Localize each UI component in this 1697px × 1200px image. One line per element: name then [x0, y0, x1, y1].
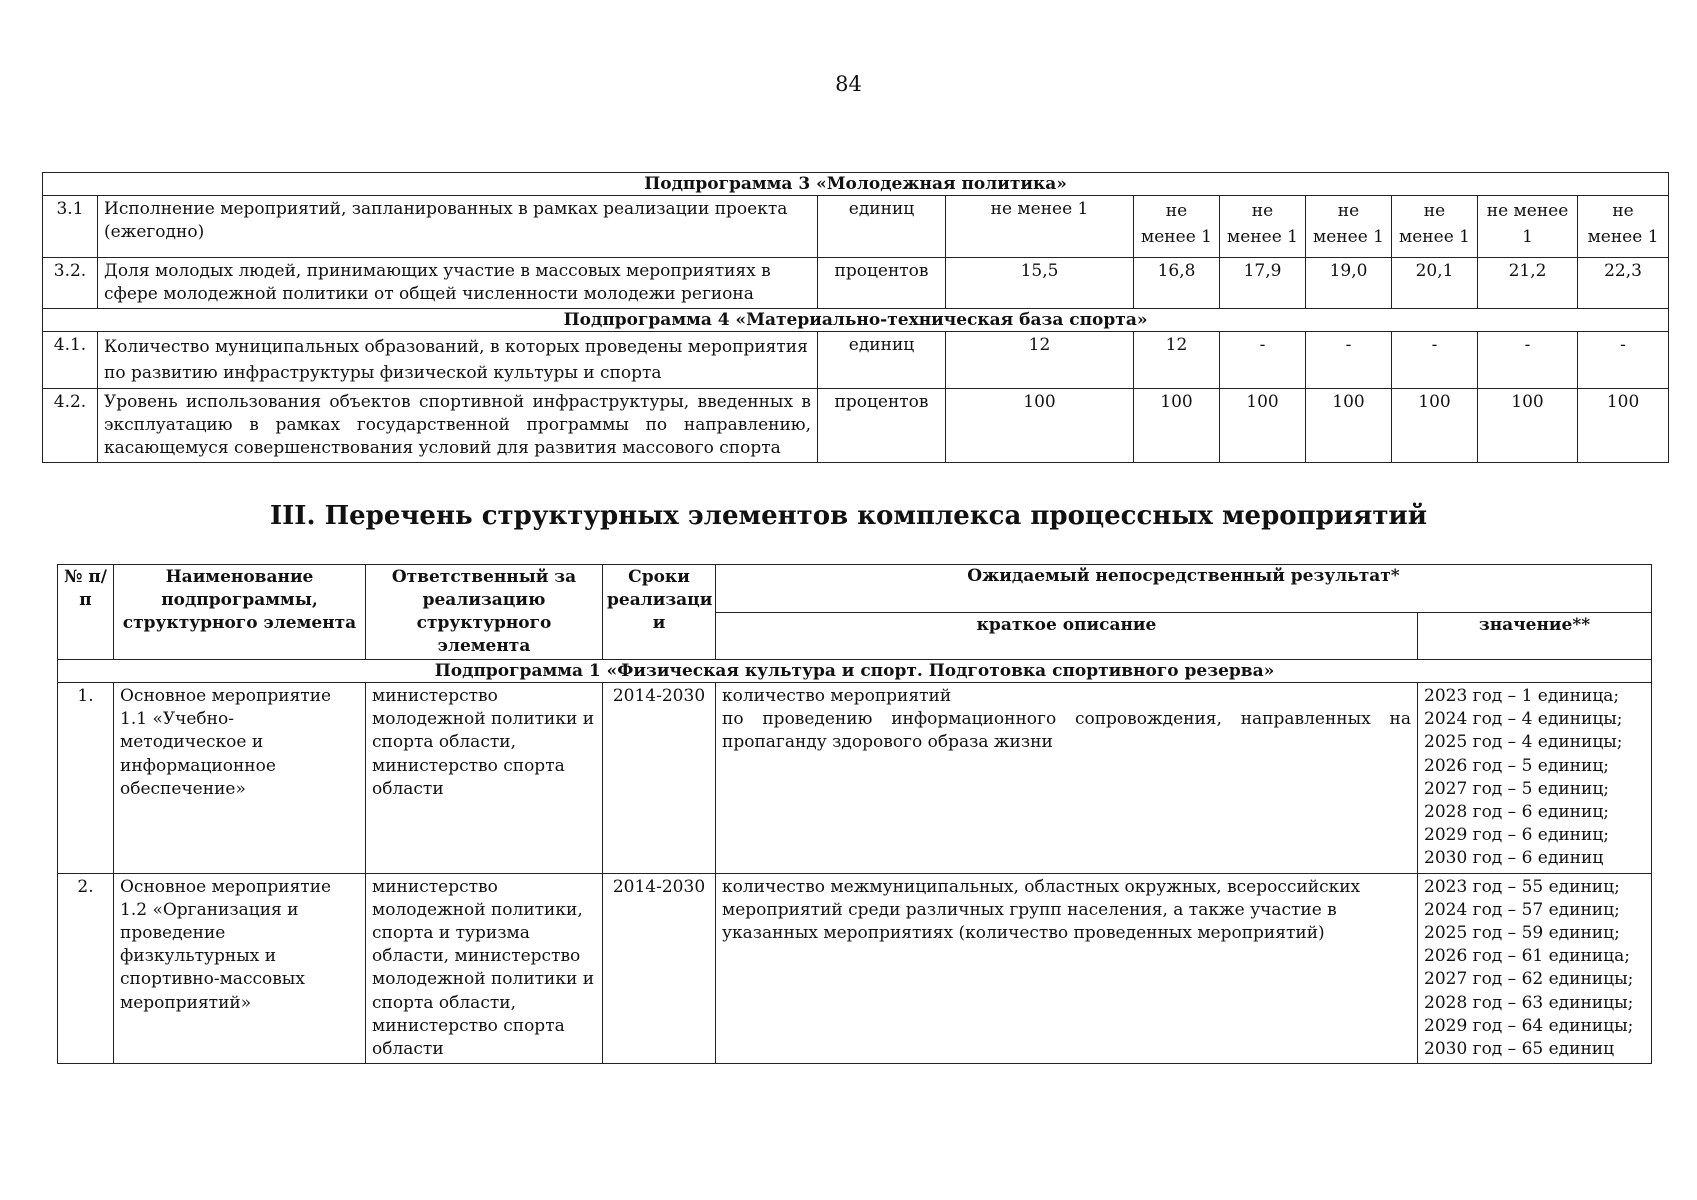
- row-number: 4.2.: [43, 389, 98, 463]
- element-values: [1418, 683, 1652, 874]
- row-number: 3.1: [43, 196, 98, 258]
- header-expected-result: Ожидаемый непосредственный результат*: [716, 565, 1652, 613]
- year-value: 2023 год – 1 единица;: [1424, 686, 1620, 706]
- indicator-unit: процентов: [818, 258, 946, 309]
- indicator-value: не менее 1: [1134, 196, 1220, 258]
- table-row: [58, 873, 1652, 1064]
- indicator-value: 12: [1134, 332, 1220, 389]
- header-responsible: Ответственный за реализацию структурного элемента: [366, 565, 603, 660]
- indicator-value: 100: [1306, 389, 1392, 463]
- indicator-value: 100: [1392, 389, 1478, 463]
- indicator-value: 22,3: [1578, 258, 1669, 309]
- year-value: 2027 год – 62 единицы;: [1424, 969, 1634, 990]
- element-description: [716, 683, 1418, 874]
- year-value: 2025 год – 4 единицы;: [1424, 732, 1623, 753]
- indicator-unit: процентов: [818, 389, 946, 463]
- indicator-value: 100: [1134, 389, 1220, 463]
- year-value: 2029 год – 64 единицы;: [1424, 1015, 1634, 1036]
- subprogram-3-title: Подпрограмма 3 «Молодежная политика»: [43, 173, 1669, 196]
- indicator-unit: единиц: [818, 332, 946, 389]
- year-value: 2024 год – 57 единиц;: [1424, 899, 1620, 920]
- element-values: [1418, 873, 1652, 1064]
- year-value: 2024 год – 4 единицы;: [1424, 709, 1623, 730]
- element-name: Основное мероприятие 1.2 «Организация и проведение физкультурных и спортивно-массовых мероприятий»: [114, 873, 366, 1064]
- year-value: 2028 год – 6 единиц;: [1424, 802, 1609, 823]
- structural-elements-table: [57, 564, 1652, 1064]
- indicator-name: Уровень использования объектов спортивной инфраструктуры, введенных в эксплуатацию в рамках государственной программы по направлению, касающемуся совершенствования условий для развития массового спорта: [98, 389, 818, 463]
- row-number: 1.: [58, 683, 114, 874]
- description-lead: количество мероприятий: [722, 686, 952, 706]
- table-row: [58, 683, 1652, 874]
- indicator-value: -: [1478, 332, 1578, 389]
- row-number: 4.1.: [43, 332, 98, 389]
- indicator-value: -: [1306, 332, 1392, 389]
- indicator-value: -: [1392, 332, 1478, 389]
- indicator-base-value: 100: [946, 389, 1134, 463]
- table-row: [43, 258, 1669, 309]
- year-value: 2028 год – 63 единицы;: [1424, 992, 1634, 1013]
- indicator-name: Исполнение мероприятий, запланированных в рамках реализации проекта (ежегодно): [98, 196, 818, 258]
- indicator-value: не менее 1: [1306, 196, 1392, 258]
- year-value: 2023 год – 55 единиц;: [1424, 876, 1620, 897]
- indicator-base-value: 12: [946, 332, 1134, 389]
- indicator-base-value: не менее 1: [946, 196, 1134, 258]
- table-row: [43, 332, 1669, 389]
- indicator-value: 100: [1478, 389, 1578, 463]
- year-value: 2027 год – 5 единиц;: [1424, 778, 1609, 799]
- element-name: Основное мероприятие 1.1 «Учебно-методическое и информационное обеспечение»: [114, 683, 366, 874]
- year-value: 2025 год – 59 единиц;: [1424, 923, 1620, 944]
- element-terms: 2014-2030: [603, 873, 716, 1064]
- year-value: 2026 год – 5 единиц;: [1424, 755, 1609, 776]
- indicator-value: 100: [1578, 389, 1669, 463]
- subprogram-4-title: Подпрограмма 4 «Материально-техническая база спорта»: [43, 309, 1669, 332]
- header-terms: Сроки реализаци и: [603, 565, 716, 660]
- element-responsible: министерство молодежной политики, спорта и туризма области, министерство молодежной политики и спорта области, министерство спорта области: [366, 873, 603, 1064]
- table-row: [43, 196, 1669, 258]
- row-number: 3.2.: [43, 258, 98, 309]
- header-number: № п/п: [58, 565, 114, 660]
- indicator-name: Количество муниципальных образований, в которых проведены мероприятия по развитию инфраструктуры физической культуры и спорта: [98, 332, 818, 389]
- page-number: 84: [835, 72, 862, 96]
- header-description: краткое описание: [716, 613, 1418, 660]
- section-title: III. Перечень структурных элементов комплекса процессных мероприятий: [269, 501, 1427, 531]
- year-value: 2030 год – 6 единиц: [1424, 848, 1604, 869]
- indicator-base-value: 15,5: [946, 258, 1134, 309]
- year-value: 2030 год – 65 единиц: [1424, 1039, 1615, 1060]
- table-row: [43, 389, 1669, 463]
- indicators-table: [42, 172, 1669, 463]
- indicator-value: не менее 1: [1478, 196, 1578, 258]
- indicator-value: -: [1220, 332, 1306, 389]
- year-value: 2026 год – 61 единица;: [1424, 946, 1630, 967]
- row-number: 2.: [58, 873, 114, 1064]
- header-name: Наименование подпрограммы, структурного элемента: [114, 565, 366, 660]
- indicator-unit: единиц: [818, 196, 946, 258]
- indicator-value: 16,8: [1134, 258, 1220, 309]
- indicator-value: не менее 1: [1578, 196, 1669, 258]
- indicator-value: 21,2: [1478, 258, 1578, 309]
- subprogram-1-title: Подпрограмма 1 «Физическая культура и спорт. Подготовка спортивного резерва»: [58, 660, 1652, 683]
- indicator-value: 19,0: [1306, 258, 1392, 309]
- indicator-value: 20,1: [1392, 258, 1478, 309]
- indicator-value: не менее 1: [1392, 196, 1478, 258]
- indicator-value: 17,9: [1220, 258, 1306, 309]
- indicator-value: 100: [1220, 389, 1306, 463]
- indicator-value: -: [1578, 332, 1669, 389]
- header-value: значение**: [1418, 613, 1652, 660]
- element-description: количество межмуниципальных, областных окружных, всероссийских мероприятий среди различных групп населения, а также участие в указанных мероприятиях (количество проведенных мероприятий): [716, 873, 1418, 1064]
- element-terms: 2014-2030: [603, 683, 716, 874]
- year-value: 2029 год – 6 единиц;: [1424, 825, 1609, 846]
- description-text: по проведению информационного сопровождения, направленных на пропаганду здорового образа жизни: [722, 709, 1411, 753]
- element-responsible: министерство молодежной политики и спорта области, министерство спорта области: [366, 683, 603, 874]
- indicator-name: Доля молодых людей, принимающих участие в массовых мероприятиях в сфере молодежной политики от общей численности молодежи региона: [98, 258, 818, 309]
- indicator-value: не менее 1: [1220, 196, 1306, 258]
